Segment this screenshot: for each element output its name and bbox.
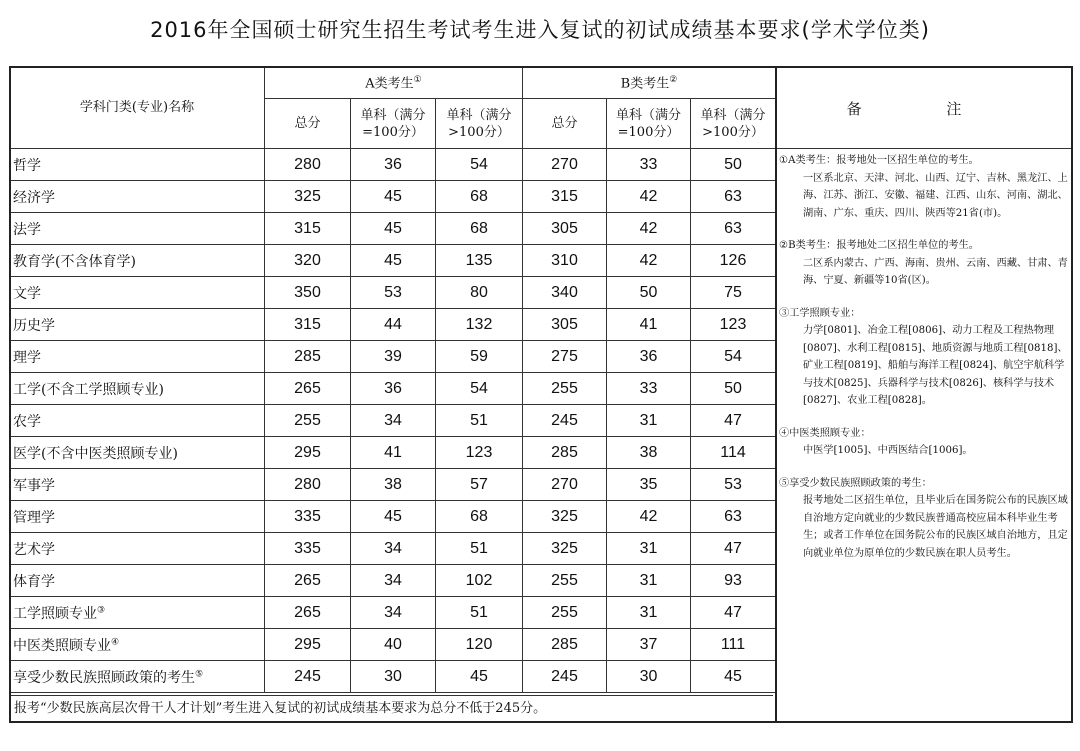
score-cell: 68 bbox=[436, 181, 523, 213]
score-cell: 335 bbox=[265, 533, 351, 565]
score-cell: 135 bbox=[436, 245, 523, 277]
score-cell: 45 bbox=[351, 181, 436, 213]
score-cell: 38 bbox=[607, 437, 691, 469]
a-single-over100-header: 单科（满分>100分） bbox=[436, 99, 523, 149]
subject-cell: 历史学 bbox=[10, 309, 265, 341]
score-cell: 57 bbox=[436, 469, 523, 501]
score-cell: 44 bbox=[351, 309, 436, 341]
score-cell: 31 bbox=[607, 597, 691, 629]
subject-cell: 享受少数民族照顾政策的考生⑤ bbox=[10, 661, 265, 693]
remark-body: 二区系内蒙古、广西、海南、贵州、云南、西藏、甘肃、青海、宁夏、新疆等10省(区)。 bbox=[803, 257, 1068, 286]
score-cell: 53 bbox=[351, 277, 436, 309]
score-cell: 335 bbox=[265, 501, 351, 533]
page-title: 2016年全国硕士研究生招生考试考生进入复试的初试成绩基本要求(学术学位类) bbox=[150, 18, 930, 42]
score-cell: 54 bbox=[436, 149, 523, 181]
score-cell: 280 bbox=[265, 149, 351, 181]
group-b-header: B类考生② bbox=[523, 67, 776, 99]
score-cell: 325 bbox=[265, 181, 351, 213]
score-cell: 36 bbox=[351, 373, 436, 405]
score-cell: 39 bbox=[351, 341, 436, 373]
subject-cell: 农学 bbox=[10, 405, 265, 437]
remark-head: ⑤享受少数民族照顾政策的考生： bbox=[779, 477, 932, 489]
score-cell: 315 bbox=[523, 181, 607, 213]
group-a-header: A类考生① bbox=[265, 67, 523, 99]
score-cell: 34 bbox=[351, 565, 436, 597]
score-cell: 126 bbox=[691, 245, 776, 277]
subject-cell: 文学 bbox=[10, 277, 265, 309]
score-cell: 31 bbox=[607, 565, 691, 597]
score-cell: 34 bbox=[351, 533, 436, 565]
score-cell: 285 bbox=[523, 437, 607, 469]
score-cell: 31 bbox=[607, 533, 691, 565]
b-total-header: 总分 bbox=[523, 99, 607, 149]
score-cell: 38 bbox=[351, 469, 436, 501]
remarks-header: 备 注 bbox=[777, 68, 1071, 149]
score-cell: 75 bbox=[691, 277, 776, 309]
score-cell: 45 bbox=[691, 661, 776, 693]
subject-cell: 理学 bbox=[10, 341, 265, 373]
table-frame bbox=[9, 66, 1073, 723]
score-cell: 33 bbox=[607, 149, 691, 181]
score-cell: 42 bbox=[607, 501, 691, 533]
score-cell: 265 bbox=[265, 565, 351, 597]
subject-cell: 艺术学 bbox=[10, 533, 265, 565]
score-cell: 305 bbox=[523, 309, 607, 341]
score-cell: 93 bbox=[691, 565, 776, 597]
subject-cell: 哲学 bbox=[10, 149, 265, 181]
score-cell: 340 bbox=[523, 277, 607, 309]
score-cell: 285 bbox=[265, 341, 351, 373]
score-cell: 68 bbox=[436, 213, 523, 245]
score-cell: 59 bbox=[436, 341, 523, 373]
score-cell: 54 bbox=[436, 373, 523, 405]
remark-head: ①A类考生：报考地处一区招生单位的考生。 bbox=[779, 155, 979, 166]
score-cell: 120 bbox=[436, 629, 523, 661]
score-cell: 350 bbox=[265, 277, 351, 309]
score-cell: 53 bbox=[691, 469, 776, 501]
a-single100-header: 单科（满分=100分） bbox=[351, 99, 436, 149]
score-cell: 305 bbox=[523, 213, 607, 245]
score-cell: 36 bbox=[607, 341, 691, 373]
score-cell: 63 bbox=[691, 213, 776, 245]
score-cell: 41 bbox=[351, 437, 436, 469]
score-cell: 315 bbox=[265, 309, 351, 341]
remark-head: ②B类考生：报考地处二区招生单位的考生。 bbox=[779, 240, 979, 251]
score-cell: 63 bbox=[691, 501, 776, 533]
score-cell: 30 bbox=[607, 661, 691, 693]
subject-cell: 体育学 bbox=[10, 565, 265, 597]
score-cell: 111 bbox=[691, 629, 776, 661]
score-cell: 255 bbox=[523, 565, 607, 597]
score-cell: 47 bbox=[691, 405, 776, 437]
score-cell: 295 bbox=[265, 437, 351, 469]
score-cell: 42 bbox=[607, 245, 691, 277]
score-cell: 245 bbox=[265, 661, 351, 693]
score-cell: 37 bbox=[607, 629, 691, 661]
score-cell: 132 bbox=[436, 309, 523, 341]
remark-body: 力学[0801]、冶金工程[0806]、动力工程及工程热物理[0807]、水利工程[0815]、地质资源与地质工程[0818]、矿业工程[0819]、船舶与海洋工程[0824]、航空宇航科学与技术[0825]、兵器科学与技术[0826]、核科学与技术[0827]、农业工程[0828]。 bbox=[803, 325, 1068, 406]
score-cell: 42 bbox=[607, 213, 691, 245]
score-cell: 123 bbox=[436, 437, 523, 469]
score-cell: 51 bbox=[436, 597, 523, 629]
score-cell: 45 bbox=[351, 245, 436, 277]
b-single-over100-header: 单科（满分>100分） bbox=[691, 99, 776, 149]
remark-head: ③工学照顾专业： bbox=[779, 307, 861, 319]
score-cell: 265 bbox=[265, 373, 351, 405]
score-cell: 47 bbox=[691, 533, 776, 565]
score-cell: 285 bbox=[523, 629, 607, 661]
score-cell: 80 bbox=[436, 277, 523, 309]
score-cell: 51 bbox=[436, 533, 523, 565]
score-cell: 68 bbox=[436, 501, 523, 533]
score-cell: 270 bbox=[523, 469, 607, 501]
remark-body: 一区系北京、天津、河北、山西、辽宁、吉林、黑龙江、上海、江苏、浙江、安徽、福建、江西、山东、河南、湖北、湖南、广东、重庆、四川、陕西等21省(市)。 bbox=[803, 172, 1068, 219]
remark-body: 中医学[1005]、中西医结合[1006]。 bbox=[803, 445, 973, 456]
subject-cell: 医学(不含中医类照顾专业) bbox=[10, 437, 265, 469]
score-cell: 275 bbox=[523, 341, 607, 373]
score-cell: 114 bbox=[691, 437, 776, 469]
subject-cell: 管理学 bbox=[10, 501, 265, 533]
score-cell: 50 bbox=[691, 373, 776, 405]
score-cell: 47 bbox=[691, 597, 776, 629]
score-cell: 36 bbox=[351, 149, 436, 181]
score-cell: 245 bbox=[523, 405, 607, 437]
score-cell: 51 bbox=[436, 405, 523, 437]
subject-cell: 工学(不含工学照顾专业) bbox=[10, 373, 265, 405]
score-cell: 315 bbox=[265, 213, 351, 245]
score-cell: 265 bbox=[265, 597, 351, 629]
score-cell: 34 bbox=[351, 597, 436, 629]
score-cell: 41 bbox=[607, 309, 691, 341]
score-cell: 30 bbox=[351, 661, 436, 693]
score-cell: 31 bbox=[607, 405, 691, 437]
score-cell: 255 bbox=[523, 373, 607, 405]
subject-cell: 军事学 bbox=[10, 469, 265, 501]
subject-cell: 教育学(不含体育学) bbox=[10, 245, 265, 277]
remark-body: 报考地处二区招生单位，且毕业后在国务院公布的民族区域自治地方定向就业的少数民族普通高校应届本科毕业生考生；或者工作单位在国务院公布的民族区域自治地方，且定向就业单位为原单位的少数民族在职人员考生。 bbox=[803, 495, 1068, 559]
score-cell: 34 bbox=[351, 405, 436, 437]
footnote: 报考“少数民族高层次骨干人才计划”考生进入复试的初试成绩基本要求为总分不低于245分。 bbox=[11, 695, 773, 721]
subject-cell: 工学照顾专业③ bbox=[10, 597, 265, 629]
score-cell: 33 bbox=[607, 373, 691, 405]
score-cell: 54 bbox=[691, 341, 776, 373]
score-cell: 63 bbox=[691, 181, 776, 213]
remark-head: ④中医类照顾专业： bbox=[779, 427, 871, 439]
score-cell: 270 bbox=[523, 149, 607, 181]
score-cell: 280 bbox=[265, 469, 351, 501]
score-cell: 50 bbox=[607, 277, 691, 309]
score-cell: 45 bbox=[351, 501, 436, 533]
subject-col-header: 学科门类(专业)名称 bbox=[10, 67, 265, 149]
subject-cell: 中医类照顾专业④ bbox=[10, 629, 265, 661]
score-cell: 40 bbox=[351, 629, 436, 661]
b-single100-header: 单科（满分=100分） bbox=[607, 99, 691, 149]
score-cell: 45 bbox=[351, 213, 436, 245]
score-cell: 255 bbox=[265, 405, 351, 437]
score-cell: 123 bbox=[691, 309, 776, 341]
a-total-header: 总分 bbox=[265, 99, 351, 149]
score-cell: 50 bbox=[691, 149, 776, 181]
score-cell: 255 bbox=[523, 597, 607, 629]
score-cell: 102 bbox=[436, 565, 523, 597]
subject-cell: 法学 bbox=[10, 213, 265, 245]
score-cell: 295 bbox=[265, 629, 351, 661]
score-cell: 45 bbox=[436, 661, 523, 693]
score-cell: 245 bbox=[523, 661, 607, 693]
score-cell: 325 bbox=[523, 533, 607, 565]
score-cell: 325 bbox=[523, 501, 607, 533]
subject-cell: 经济学 bbox=[10, 181, 265, 213]
score-cell: 310 bbox=[523, 245, 607, 277]
score-cell: 320 bbox=[265, 245, 351, 277]
score-cell: 42 bbox=[607, 181, 691, 213]
score-cell: 35 bbox=[607, 469, 691, 501]
